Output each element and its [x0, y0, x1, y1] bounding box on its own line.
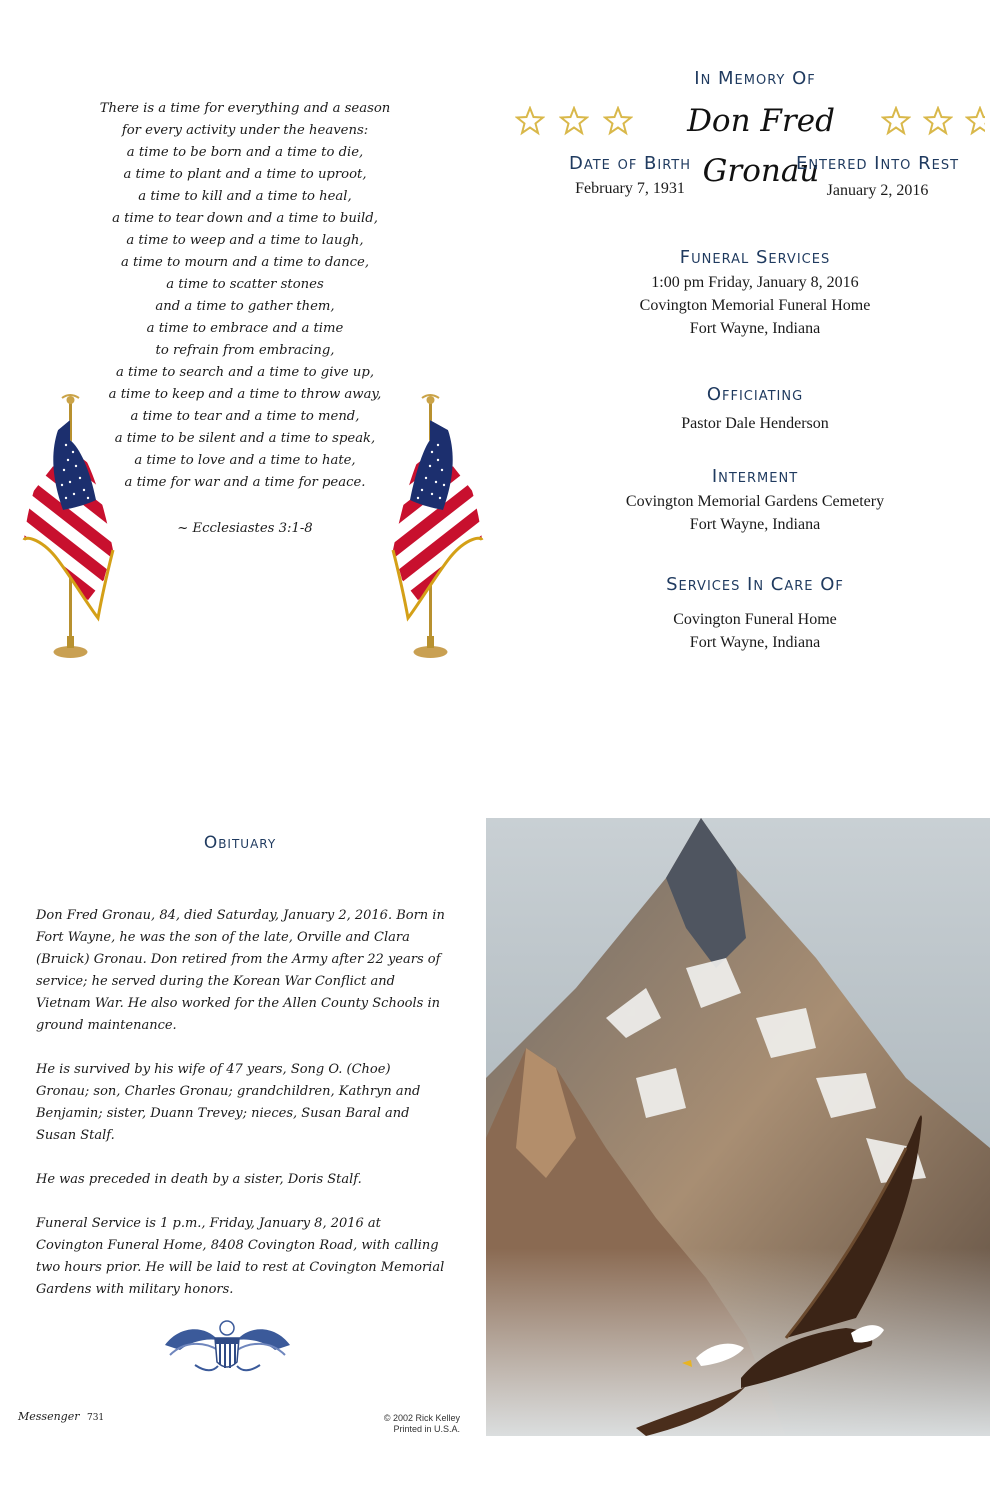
obituary-heading: Obituary	[203, 833, 277, 853]
poem-line: to refrain from embracing,	[155, 343, 335, 358]
entered-into-rest-label: Entered Into Rest	[795, 153, 960, 174]
date-of-birth-label: Date of Birth	[568, 153, 692, 174]
section-heading: Interment	[711, 466, 799, 487]
section-services-in-care-of	[505, 572, 1000, 654]
poem-line: and a time to gather them,	[155, 299, 335, 314]
deceased-name: Don Fred Gronau	[687, 103, 835, 189]
publisher-code: 731	[86, 1413, 105, 1423]
poem-reference: ~ Ecclesiastes 3:1-8	[177, 521, 313, 536]
gold-star-icon	[881, 106, 911, 136]
poem-line: a time to be silent and a time to speak,	[114, 431, 376, 446]
poem-line: a time to love and a time to hate,	[134, 453, 356, 468]
poem-line: a time to search and a time to give up,	[115, 365, 375, 380]
gold-star-icon	[965, 106, 985, 136]
gold-star-icon	[515, 106, 545, 136]
poem-line: There is a time for everything and a season	[99, 101, 391, 116]
american-flag-icon	[378, 390, 488, 665]
printed-text: Printed in U.S.A.	[393, 1424, 460, 1434]
gold-star-icon	[559, 106, 589, 136]
poem-line: a time to weep and a time to laugh,	[126, 233, 364, 248]
poem-line: a time to kill and a time to heal,	[138, 189, 352, 204]
obituary-paragraph: Don Fred Gronau, 84, died Saturday, January 2, 2016. Born in Fort Wayne, he was the son of the late, Orville and Clara (Bruick) Gronau. Don retired from the Army after 22 years of service; he served during the Korean War Conflict and Vietnam War. He also worked for the Allen County Schools in ground maintenance.	[36, 908, 445, 1033]
poem-line: for every activity under the heavens:	[121, 123, 369, 138]
artwork-credit	[360, 1413, 460, 1435]
section-interment	[505, 464, 1000, 536]
gold-star-icon	[603, 106, 633, 136]
obituary-text	[36, 905, 446, 1323]
mountain-eagle-painting	[486, 818, 990, 1436]
gold-star-icon	[923, 106, 953, 136]
poem-line: a time to tear down and a time to build,	[112, 211, 378, 226]
poem-block	[95, 98, 395, 540]
section-line: Pastor Dale Henderson	[681, 415, 829, 432]
section-officiating	[505, 382, 1000, 435]
memorial-heading: In Memory Of	[694, 68, 816, 89]
entered-into-rest-value: January 2, 2016	[826, 182, 929, 199]
publisher-brand: Messenger	[18, 1410, 80, 1423]
section-line: Covington Memorial Funeral Home	[639, 297, 871, 314]
date-of-birth-value: February 7, 1931	[575, 180, 685, 197]
section-line: Covington Funeral Home	[673, 611, 837, 628]
obituary-paragraph: Funeral Service is 1 p.m., Friday, January 8, 2016 at Covington Funeral Home, 8408 Covington Road, with calling two hours prior. He will be laid to rest at Covington Memorial Gardens with military honors.	[36, 1216, 445, 1297]
poem-line: a time for war and a time for peace.	[124, 475, 366, 490]
obituary-paragraph: He is survived by his wife of 47 years, Song O. (Choe) Gronau; son, Charles Gronau; grandchildren, Kathryn and Benjamin; sister, Duann Trevey; nieces, Susan Baral and Susan Stalf.	[36, 1062, 421, 1143]
publisher-mark	[18, 1410, 104, 1423]
section-heading: Officiating	[706, 384, 804, 405]
american-flag-icon	[18, 390, 128, 665]
section-heading: Funeral Services	[679, 247, 831, 268]
section-line: 1:00 pm Friday, January 8, 2016	[651, 274, 859, 291]
poem-line: a time to plant and a time to uproot,	[123, 167, 367, 182]
obituary-paragraph: He was preceded in death by a sister, Doris Stalf.	[36, 1172, 362, 1187]
poem-line: a time to embrace and a time	[146, 321, 344, 336]
section-line: Fort Wayne, Indiana	[689, 634, 821, 651]
section-line: Covington Memorial Gardens Cemetery	[625, 493, 885, 510]
poem-line: a time to scatter stones	[166, 277, 324, 292]
poem-line: a time to be born and a time to die,	[126, 145, 364, 160]
copyright-text: © 2002 Rick Kelley	[383, 1413, 460, 1423]
eagle-seal-icon	[160, 1310, 295, 1380]
poem-line: a time to tear and a time to mend,	[130, 409, 360, 424]
poem-line: a time to mourn and a time to dance,	[120, 255, 370, 270]
section-line: Fort Wayne, Indiana	[689, 320, 821, 337]
section-line: Fort Wayne, Indiana	[689, 516, 821, 533]
section-heading: Services In Care Of	[666, 574, 844, 595]
poem-line: a time to keep and a time to throw away,	[108, 387, 382, 402]
section-funeral-services	[505, 245, 1000, 340]
